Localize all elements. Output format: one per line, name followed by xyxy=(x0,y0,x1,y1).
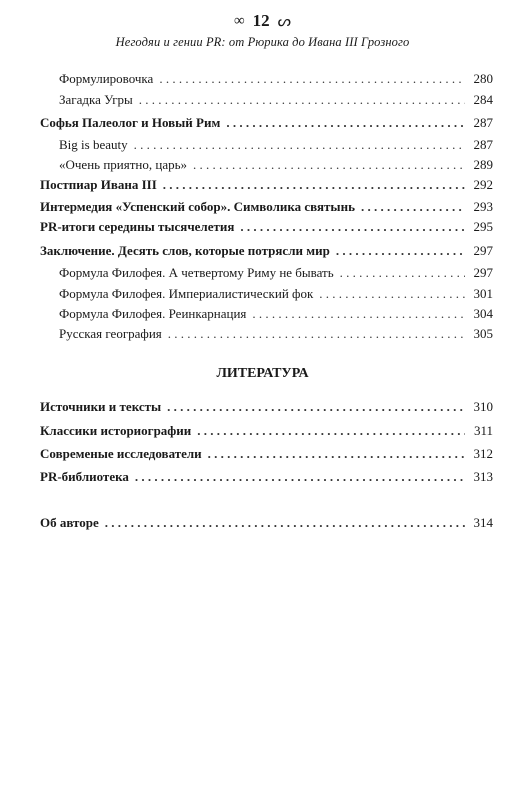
toc-literature-title: Классики историографии xyxy=(40,423,192,438)
toc-chapter-title: Постпиар Ивана III xyxy=(40,177,157,192)
toc-chapter[interactable] xyxy=(40,198,493,215)
toc-entry-title: Формула Филофея. Империалистический фок xyxy=(59,286,314,301)
dot-leader xyxy=(197,422,465,439)
toc-entry-page: 280 xyxy=(473,71,493,86)
toc-entry-page: 305 xyxy=(473,326,493,341)
toc-literature-page: 310 xyxy=(473,399,493,414)
dot-leader xyxy=(139,91,465,108)
dot-leader xyxy=(105,514,465,531)
toc-chapter-page: 287 xyxy=(473,115,493,130)
ornament-right-icon: ᔕ xyxy=(277,13,292,30)
toc-chapter[interactable] xyxy=(40,218,493,235)
dot-leader xyxy=(193,156,465,173)
dot-leader xyxy=(167,398,465,415)
toc-about-title: Об авторе xyxy=(40,515,99,530)
toc-about-page: 314 xyxy=(473,515,493,530)
toc-literature-page: 311 xyxy=(473,423,493,438)
toc-literature-entry[interactable] xyxy=(40,398,493,415)
toc-literature-page: 312 xyxy=(473,446,493,461)
toc-literature-entry[interactable] xyxy=(40,468,493,485)
toc-literature-page: 313 xyxy=(473,469,493,484)
toc-chapter-page: 292 xyxy=(473,177,493,192)
toc-literature-entry[interactable] xyxy=(40,422,493,439)
toc-entry[interactable] xyxy=(59,325,493,342)
toc-entry[interactable] xyxy=(59,136,493,153)
page-number-line xyxy=(0,10,525,32)
toc-entry[interactable] xyxy=(59,264,493,281)
toc-entry-page: 304 xyxy=(473,306,493,321)
dot-leader xyxy=(336,242,465,259)
dot-leader xyxy=(163,176,465,193)
dot-leader xyxy=(319,285,465,302)
toc-entry[interactable] xyxy=(59,285,493,302)
toc-entry-title: Формулировочка xyxy=(59,71,154,86)
dot-leader xyxy=(340,264,465,281)
toc-entry-title: Big is beauty xyxy=(59,137,128,152)
dot-leader xyxy=(159,70,465,87)
toc-literature-title: Источники и тексты xyxy=(40,399,162,414)
toc-entry-page: 301 xyxy=(473,286,493,301)
dot-leader xyxy=(226,114,465,131)
toc-chapter-title: Заключение. Десять слов, которые потрясли мир xyxy=(40,243,330,258)
toc-chapter-title: Софья Палеолог и Новый Рим xyxy=(40,115,221,130)
toc-entry[interactable] xyxy=(59,305,493,322)
dot-leader xyxy=(168,325,465,342)
literature-heading: ЛИТЕРАТУРА xyxy=(216,366,309,381)
dot-leader xyxy=(134,136,465,153)
toc-entry-title: Формула Филофея. Реинкарнация xyxy=(59,306,247,321)
toc-literature-title: PR-библиотека xyxy=(40,469,129,484)
toc-entry[interactable] xyxy=(59,156,493,173)
dot-leader xyxy=(208,445,465,462)
toc-chapter[interactable] xyxy=(40,114,493,131)
toc-literature-entry[interactable] xyxy=(40,445,493,462)
toc-chapter[interactable] xyxy=(40,176,493,193)
page-number: 12 xyxy=(252,11,270,30)
toc-chapter-title: PR-итоги середины тысячелетия xyxy=(40,219,235,234)
page-header xyxy=(0,10,525,50)
toc-entry-title: Загадка Угры xyxy=(59,92,133,107)
toc-chapter-page: 293 xyxy=(473,199,493,214)
ornament-left-icon: ∞ xyxy=(233,12,245,29)
toc-entry-page: 297 xyxy=(473,265,493,280)
dot-leader xyxy=(135,468,465,485)
dot-leader xyxy=(361,198,465,215)
toc-chapter[interactable] xyxy=(40,242,493,259)
dot-leader xyxy=(240,218,465,235)
running-title: Негодяи и гении PR: от Рюрика до Ивана III Грозного xyxy=(115,35,410,49)
toc-entry[interactable] xyxy=(59,70,493,87)
dot-leader xyxy=(252,305,465,322)
toc-entry[interactable] xyxy=(59,91,493,108)
toc-about-author[interactable] xyxy=(40,514,493,531)
toc-chapter-page: 295 xyxy=(473,219,493,234)
toc-entry-page: 289 xyxy=(473,157,493,172)
toc-literature-title: Современые исследователи xyxy=(40,446,202,461)
toc-entry-page: 287 xyxy=(473,137,493,152)
toc-entry-title: Формула Филофея. А четвертому Риму не бывать xyxy=(59,265,334,280)
toc-chapter-page: 297 xyxy=(473,243,493,258)
toc-entry-page: 284 xyxy=(473,92,493,107)
toc-chapter-title: Интермедия «Успенский собор». Символика святынь xyxy=(40,199,355,214)
toc-entry-title: Русская география xyxy=(59,326,162,341)
toc-entry-title: «Очень приятно, царь» xyxy=(59,157,188,172)
